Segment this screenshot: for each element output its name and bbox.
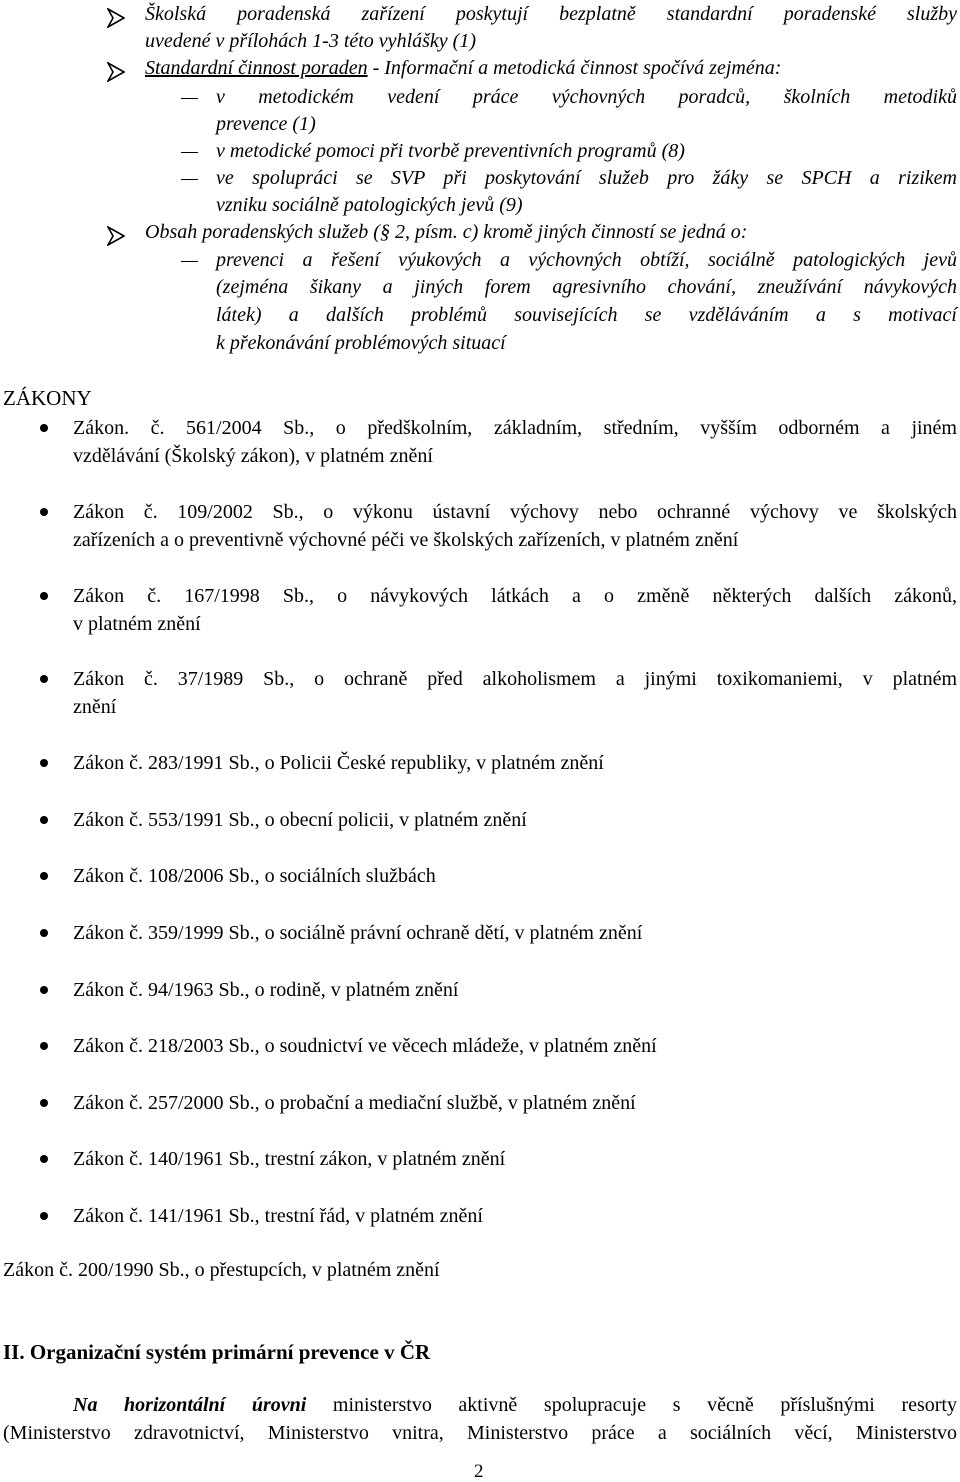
page-number: 2 (474, 1461, 484, 1482)
law-line: Zákon č. 257/2000 Sb., o probační a mediační službě, v platném znění (73, 1092, 636, 1114)
section-paragraph-line (73, 1391, 957, 1419)
law-line: Zákon č. 141/1961 Sb., trestní řád, v platném znění (73, 1205, 483, 1227)
laws-heading: ZÁKONY (3, 386, 92, 410)
law-line: Zákon č. 167/1998 Sb., o návykových látkách a o změně některých dalších zákonů, (73, 585, 957, 607)
bullet-dot (40, 986, 48, 994)
arrow-bullet-icon (107, 226, 125, 246)
law-line: Zákon č. 218/2003 Sb., o soudnictví ve věcech mládeže, v platném znění (73, 1035, 657, 1057)
bullet-text-line: uvedené v přílohách 1-3 této vyhlášky (1) (145, 30, 476, 52)
bullet-text-rest: - Informační a metodická činnost spočívá zejména: (367, 57, 782, 79)
law-line-unbulleted: Zákon č. 200/1990 Sb., o přestupcích, v platném znění (3, 1259, 440, 1281)
bullet-dot (40, 872, 48, 880)
law-line: vzdělávání (Školský zákon), v platném znění (73, 445, 433, 467)
bullet-dot (40, 424, 48, 432)
bullet-dot (40, 929, 48, 937)
law-line: Zákon č. 359/1999 Sb., o sociálně právní ochraně dětí, v platném znění (73, 922, 643, 944)
sub-item-line: prevenci a řešení výukových a výchovných obtíží, sociálně patologických jevů (216, 249, 957, 271)
bullet-dot (40, 816, 48, 824)
bullet-dot (40, 675, 48, 683)
sub-item-line: v metodické pomoci při tvorbě preventivních programů (8) (216, 140, 685, 162)
sub-item-line: k překonávání problémových situací (216, 332, 506, 354)
bullet-dot (40, 759, 48, 767)
section-heading: II. Organizační systém primární prevence v ČR (3, 1340, 431, 1364)
bullet-text-line: Obsah poradenských služeb (§ 2, písm. c) kromě jiných činností se jedná o: (145, 221, 748, 243)
dash-bullet (181, 152, 198, 153)
arrow-bullet-icon (107, 8, 125, 28)
law-line: Zákon. č. 561/2004 Sb., o předškolním, základním, středním, vyšším odborném a jiném (73, 417, 957, 439)
law-line: Zákon č. 553/1991 Sb., o obecní policii, v platném znění (73, 809, 527, 831)
paragraph-rest: ministerstvo aktivně spolupracuje s věcně příslušnými resorty (306, 1394, 957, 1416)
sub-item-line: v metodickém vedení práce výchovných poradců, školních metodiků (216, 86, 957, 108)
law-line: Zákon č. 94/1963 Sb., o rodině, v platném znění (73, 979, 459, 1001)
bullet-dot (40, 508, 48, 516)
law-line: zařízeních a o preventivně výchovné péči ve školských zařízeních, v platném znění (73, 529, 739, 551)
bullet-dot (40, 592, 48, 600)
bullet-dot (40, 1042, 48, 1050)
law-line: Zákon č. 109/2002 Sb., o výkonu ústavní výchovy nebo ochranné výchovy ve školských (73, 501, 957, 523)
sub-item-line: vzniku sociálně patologických jevů (9) (216, 194, 523, 216)
bullet-dot (40, 1212, 48, 1220)
sub-item-line: látek) a dalších problémů souvisejících se vzděláváním a s motivací (216, 304, 957, 326)
bullet-dot (40, 1099, 48, 1107)
dash-bullet (181, 179, 198, 180)
sub-item-line: ve spolupráci se SVP při poskytování služeb pro žáky se SPCH a rizikem (216, 167, 957, 189)
arrow-bullet-icon (107, 62, 125, 82)
law-line: Zákon č. 108/2006 Sb., o sociálních službách (73, 865, 436, 887)
bullet-text-line (145, 55, 781, 82)
law-line: Zákon č. 37/1989 Sb., o ochraně před alkoholismem a jinými toxikomaniemi, v platném (73, 668, 957, 690)
bullet-dot (40, 1155, 48, 1163)
section-paragraph-line: (Ministerstvo zdravotnictví, Ministerstvo vnitra, Ministerstvo práce a sociálních věcí, Ministerstvo (3, 1422, 957, 1444)
law-line: znění (73, 696, 117, 718)
bullet-text-line: Školská poradenská zařízení poskytují bezplatně standardní poradenské služby (145, 3, 957, 25)
underlined-phrase: Standardní činnost poraden (145, 57, 368, 79)
law-line: Zákon č. 283/1991 Sb., o Policii České republiky, v platném znění (73, 752, 604, 774)
law-line: Zákon č. 140/1961 Sb., trestní zákon, v platném znění (73, 1148, 506, 1170)
dash-bullet (181, 261, 198, 262)
sub-item-line: prevence (1) (216, 113, 316, 135)
dash-bullet (181, 98, 198, 99)
sub-item-line: (zejména šikany a jiných forem agresivního chování, zneužívání návykových (216, 276, 957, 298)
horizontal-level-emphasis: Na horizontální úrovni (73, 1394, 307, 1416)
law-line: v platném znění (73, 613, 201, 635)
